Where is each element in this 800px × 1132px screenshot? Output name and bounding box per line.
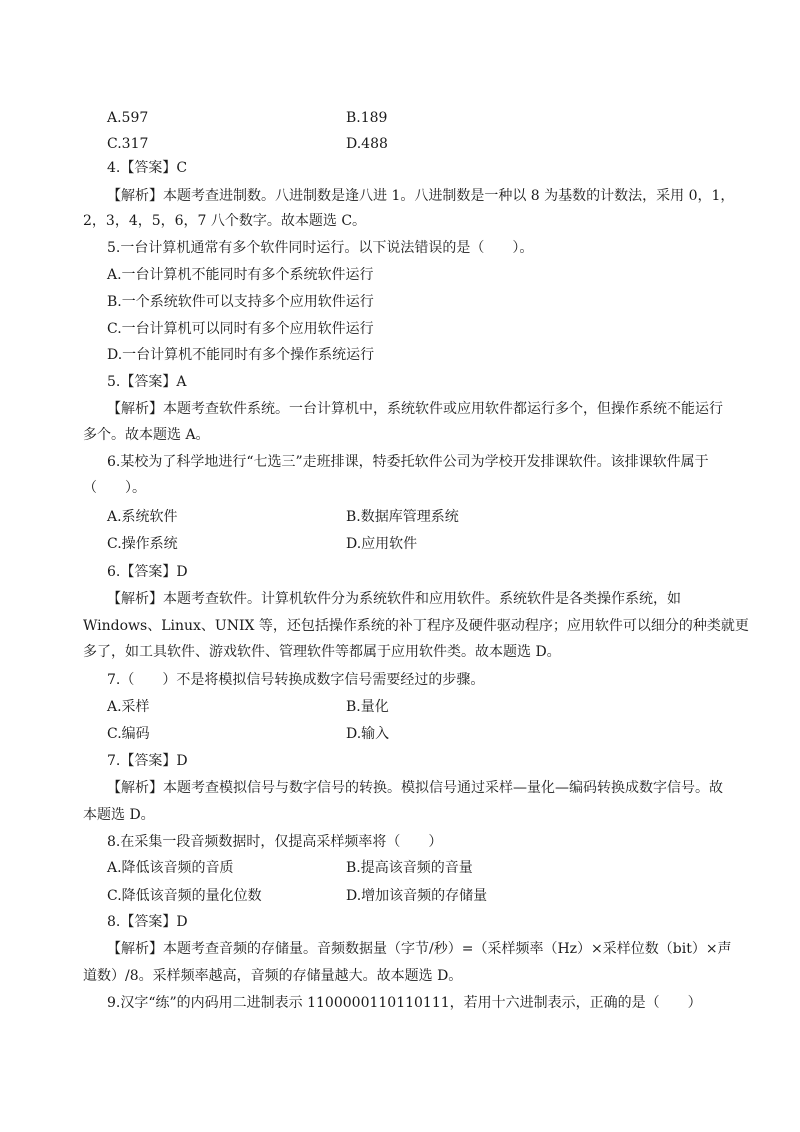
q5-option-b: B.一个系统软件可以支持多个应用软件运行 (107, 294, 374, 310)
q9-question: 9.汉字“练”的内码用二进制表示 1100000110110111，若用十六进制表示，正确的是（ ） (107, 995, 702, 1011)
q6-option-a: A.系统软件 (107, 509, 178, 525)
q5-option-a: A.一台计算机不能同时有多个系统软件运行 (107, 267, 374, 283)
q7-explanation-line1: 【解析】本题考查模拟信号与数字信号的转换。模拟信号通过采样—量化—编码转换成数字信号。故 (107, 780, 723, 796)
q6-explanation-line3: 多了，如工具软件、游戏软件、管理软件等都属于应用软件类。故本题选 D。 (83, 644, 561, 660)
q6-option-d: D.应用软件 (346, 536, 418, 552)
q6-option-b: B.数据库管理系统 (346, 509, 459, 525)
q3-option-d: D.488 (346, 136, 388, 152)
q5-answer: 5.【答案】A (107, 374, 187, 390)
q7-option-a: A.采样 (107, 699, 150, 715)
q6-answer: 6.【答案】D (107, 564, 188, 580)
q8-option-b: B.提高该音频的音量 (346, 860, 473, 876)
q8-question: 8.在采集一段音频数据时，仅提高采样频率将（ ） (107, 834, 443, 850)
q6-explanation-line2: Windows、Linux、UNIX 等，还包括操作系统的补丁程序及硬件驱动程序；应用软件可以细分的种类就更 (83, 618, 749, 634)
q4-explanation-line2: 2，3，4，5，6，7 八个数字。故本题选 C。 (83, 213, 367, 229)
q7-option-c: C.编码 (107, 726, 150, 742)
q8-option-c: C.降低该音频的量化位数 (107, 888, 262, 904)
q4-answer: 4.【答案】C (107, 160, 188, 176)
q5-option-d: D.一台计算机不能同时有多个操作系统运行 (107, 347, 375, 363)
q6-question-line1: 6.某校为了科学地进行“七选三”走班排课，特委托软件公司为学校开发排课软件。该排课软件属于 (107, 454, 709, 470)
q7-explanation-line2: 本题选 D。 (83, 807, 155, 823)
q7-option-b: B.量化 (346, 699, 389, 715)
q5-option-c: C.一台计算机可以同时有多个应用软件运行 (107, 321, 374, 337)
q8-explanation-line1: 【解析】本题考查音频的存储量。音频数据量（字节/秒）=（采样频率（Hz）×采样位数（bit）×声 (107, 941, 732, 957)
q6-explanation-line1: 【解析】本题考查软件。计算机软件分为系统软件和应用软件。系统软件是各类操作系统，如 (107, 591, 681, 607)
q8-option-a: A.降低该音频的音质 (107, 860, 234, 876)
q6-question-line2: （ ）。 (83, 480, 146, 496)
q7-answer: 7.【答案】D (107, 753, 188, 769)
q8-answer: 8.【答案】D (107, 914, 188, 930)
q7-question: 7.（ ）不是将模拟信号转换成数字信号需要经过的步骤。 (107, 672, 485, 688)
q3-option-b: B.189 (346, 110, 388, 126)
q8-explanation-line2: 道数）/8。采样频率越高，音频的存储量越大。故本题选 D。 (83, 968, 463, 984)
q8-option-d: D.增加该音频的存储量 (346, 888, 488, 904)
q5-question: 5.一台计算机通常有多个软件同时运行。以下说法错误的是（ ）。 (107, 240, 534, 256)
q4-explanation-line1: 【解析】本题考查进制数。八进制数是逢八进 1。八进制数是一种以 8 为基数的计数法，采用 0，1， (107, 188, 735, 204)
q3-option-a: A.597 (107, 110, 149, 126)
q5-explanation-line1: 【解析】本题考查软件系统。一台计算机中，系统软件或应用软件都运行多个，但操作系统不能运行 (107, 401, 723, 417)
q3-option-c: C.317 (107, 136, 149, 152)
q5-explanation-line2: 多个。故本题选 A。 (83, 427, 210, 443)
q6-option-c: C.操作系统 (107, 536, 178, 552)
q7-option-d: D.输入 (346, 726, 390, 742)
